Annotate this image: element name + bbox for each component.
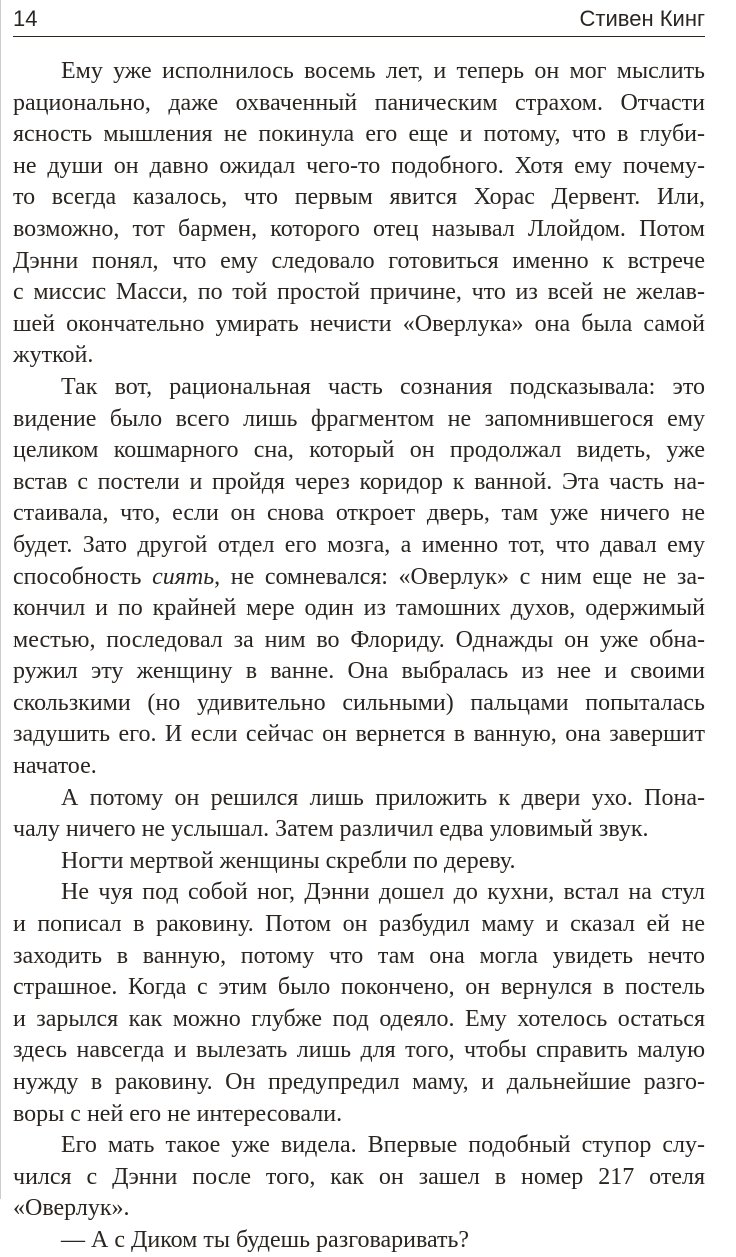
text-line: стаивала, что, если он снова откроет дверь, там уже ничего не: [13, 500, 705, 527]
text-line: задушить его. И если сейчас он вернется в ванную, она завершит: [13, 721, 705, 748]
text-line: рационально, даже охваченный паническим страхом. Отчасти: [13, 89, 705, 116]
text-line: нужду в раковину. Он предупредил маму, и дальнейшие разго-: [13, 1069, 705, 1095]
italic-word: сиять: [152, 563, 215, 590]
text-line: начатое.: [13, 753, 97, 780]
page-body-text: [13, 56, 705, 1257]
text-line: здесь навсегда и вылезать лишь для того, чтобы справить малую: [13, 1037, 705, 1064]
text-line: будет. Зато другой отдел его мозга, а именно тот, что давал ему: [13, 531, 705, 558]
paragraph: [13, 783, 705, 846]
text-line: воры с ней его не интересовали.: [13, 1100, 343, 1127]
text-line: кончил и по крайней мере один из тамошних духов, одержимый: [13, 595, 705, 622]
text-line: Так вот, рациональная часть сознания подсказывала: это: [61, 373, 705, 400]
text-line: — А с Диком ты будешь разговаривать?: [61, 1226, 470, 1253]
text-line: ружил эту женщину в ванне. Она выбралась из нее и своими: [13, 658, 705, 685]
text-line: Ему уже исполнилось восемь лет, и теперь он мог мыслить: [61, 58, 705, 84]
text-line: [13, 562, 705, 594]
page-number: 14: [13, 6, 38, 31]
text-line: ясность мышления не покинула его еще и потому, что в глуби-: [13, 121, 705, 148]
text-line: и пописал в раковину. Потом он разбудил маму и сказал ей не: [13, 911, 705, 938]
text-line: то всегда казалось, что первым явится Хорас Дервент. Или,: [13, 184, 705, 211]
text-line: Его мать такое уже видела. Впервые подобный ступор слу-: [61, 1132, 705, 1159]
text-line: заходить в ванную, потому что там она могла увидеть нечто: [13, 942, 705, 969]
running-head-author: Стивен Кинг: [579, 6, 705, 31]
text-line: встав с постели и пройдя через коридор к ванной. Эта часть на-: [13, 468, 705, 495]
text-line: шей окончательно умирать нечисти «Оверлука» она была самой: [13, 310, 705, 337]
paragraph: [13, 877, 705, 1130]
paragraph: [13, 846, 705, 878]
text-line: скользкими (но удивительно сильными) пальцами попыталась: [13, 689, 705, 716]
paragraph: [13, 372, 705, 783]
text-segment: способность: [13, 563, 153, 590]
text-line: А потому он решился лишь приложить к двери ухо. Пона-: [61, 784, 705, 811]
text-line: местью, последовал за ним во Флориду. Однажды он уже обна-: [13, 626, 705, 653]
text-line: и зарылся как можно глубже под одеяло. Ему хотелось остаться: [13, 1005, 705, 1032]
text-line: Не чуя под собой ног, Дэнни дошел до кухни, встал на стул: [61, 879, 705, 906]
text-line: видение было всего лишь фрагментом не запомнившегося ему: [13, 405, 705, 432]
text-line: чалу ничего не услышал. Затем различил едва уловимый звук.: [13, 816, 649, 843]
paragraph: [13, 56, 705, 372]
text-line: не души он давно ожидал чего-то подобного. Хотя ему почему-: [13, 152, 705, 179]
text-line: целиком кошмарного сна, который он продолжал видеть, уже: [13, 437, 705, 464]
text-line: жуткой.: [13, 342, 94, 369]
text-line: чился с Дэнни после того, как он зашел в номер 217 отеля: [13, 1163, 705, 1190]
paragraph: [13, 1130, 705, 1225]
text-line: Ногти мертвой женщины скребли по дереву.: [61, 847, 516, 874]
text-segment: , не сомневался: «Оверлук» с ним еще не за-: [214, 563, 705, 590]
text-line: «Оверлук».: [13, 1195, 130, 1222]
text-line: страшное. Когда с этим было покончено, он вернулся в постель: [13, 974, 705, 1001]
text-line: с миссис Масси, по той простой причине, что из всей не желав-: [13, 279, 705, 306]
text-line: Дэнни понял, что ему следовало готовиться именно к встрече: [13, 247, 705, 274]
paragraph: [13, 1225, 705, 1257]
text-line: возможно, тот бармен, которого отец называл Ллойдом. Потом: [13, 215, 705, 242]
running-header: [13, 4, 705, 37]
